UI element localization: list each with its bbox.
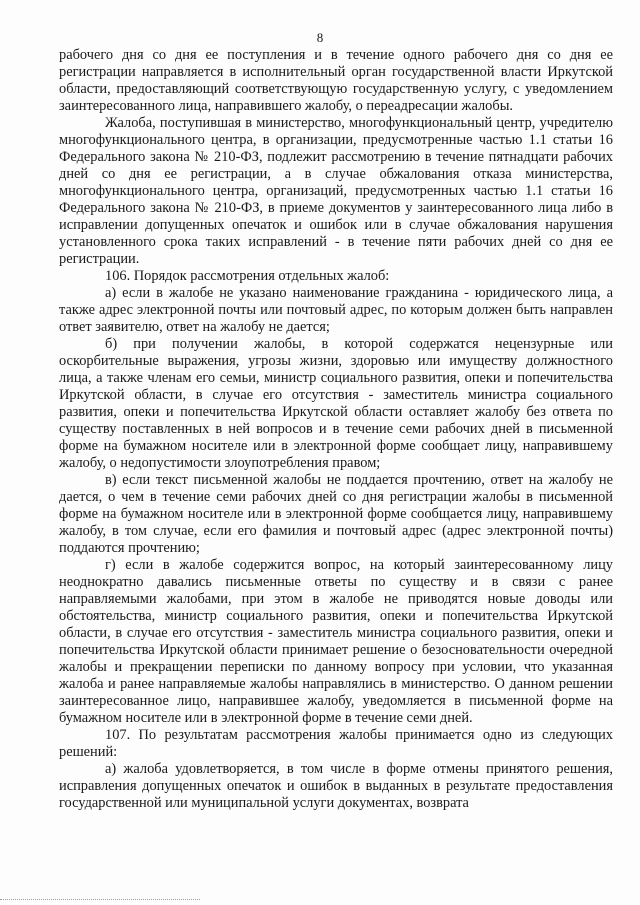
footer-divider bbox=[0, 899, 200, 901]
paragraph-106-a: а) если в жалобе не указано наименование гражданина - юридического лица, а также адрес электронной почты или почтовый адрес, по которым должен быть направлен ответ заявителю, ответ на жалобу не дается; bbox=[59, 285, 613, 335]
paragraph-106-g: г) если в жалобе содержится вопрос, на который заинтересованному лицу неоднократно давались письменные ответы по существу и в связи с ранее направляемыми жалобами, при этом в жалобе не приводятся новые доводы или обстоятельства, министр социального развития, опеки и попечительства Иркутской области, в случае его отсутствия - заместитель министра социального развития, опеки и попечительства Иркутской области принимает решение о безосновательности очередной жалобы и прекращении переписки по данному вопросу при условии, что указанная жалоба и ранее направляемые жалобы направлялись в министерство. О данном решении заинтересованное лицо, направившее жалобу, уведомляется в письменной форме на бумажном носителе или в электронной форме в течение семи дней. bbox=[59, 557, 613, 726]
document-body bbox=[59, 47, 613, 812]
page-number: 8 bbox=[316, 30, 324, 45]
paragraph-106-b: б) при получении жалобы, в которой содержатся нецензурные или оскорбительные выражения, угрозы жизни, здоровью или имуществу должностного лица, а также членам его семьи, министр социального развития, опеки и попечительства Иркутской области, в случае его отсутствия - заместитель министра социального развития, опеки и попечительства Иркутской области оставляет жалобу без ответа по существу поставленных в ней вопросов и в течение семи рабочих дней в письменной форме на бумажном носителе или в электронной форме сообщает лицу, направившему жалобу, о недопустимости злоупотребления правом; bbox=[59, 336, 613, 471]
paragraph-continuation: рабочего дня со дня ее поступления и в течение одного рабочего дня со дня ее регистрации направляется в исполнительный орган государственной власти Иркутской области, предоставляющий соответствующую государственную услугу, с уведомлением заинтересованного лица, направившего жалобу, о переадресации жалобы. bbox=[59, 47, 613, 114]
paragraph-106-v: в) если текст письменной жалобы не поддается прочтению, ответ на жалобу не дается, о чем в течение семи рабочих дней со дня регистрации жалобы в письменной форме на бумажном носителе или в электронной форме сообщается лицу, направившему жалобу, в том случае, если его фамилия и почтовый адрес (адрес электронной почты) поддаются прочтению; bbox=[59, 472, 613, 556]
paragraph-106-heading: 106. Порядок рассмотрения отдельных жалоб: bbox=[105, 268, 390, 284]
paragraph-107-heading: 107. По результатам рассмотрения жалобы принимается одно из следующих решений: bbox=[59, 727, 613, 760]
paragraph-complaint-terms: Жалоба, поступившая в министерство, многофункциональный центр, учредителю многофункционального центра, в организации, предусмотренные частью 1.1 статьи 16 Федерального закона № 210-ФЗ, подлежит рассмотрению в течение пятнадцати рабочих дней со дня ее регистрации, а в случае обжалования отказа министерства, многофункционального центра, организаций, предусмотренных частью 1.1 статьи 16 Федерального закона № 210-ФЗ, в приеме документов у заинтересованного лица либо в исправлении допущенных опечаток и ошибок или в случае обжалования нарушения установленного срока таких исправлений - в течение пяти рабочих дней со дня ее регистрации. bbox=[59, 115, 613, 267]
paragraph-107-a: а) жалоба удовлетворяется, в том числе в форме отмены принятого решения, исправления допущенных опечаток и ошибок в выданных в результате предоставления государственной или муниципальной услуги документах, возврата bbox=[59, 761, 613, 811]
